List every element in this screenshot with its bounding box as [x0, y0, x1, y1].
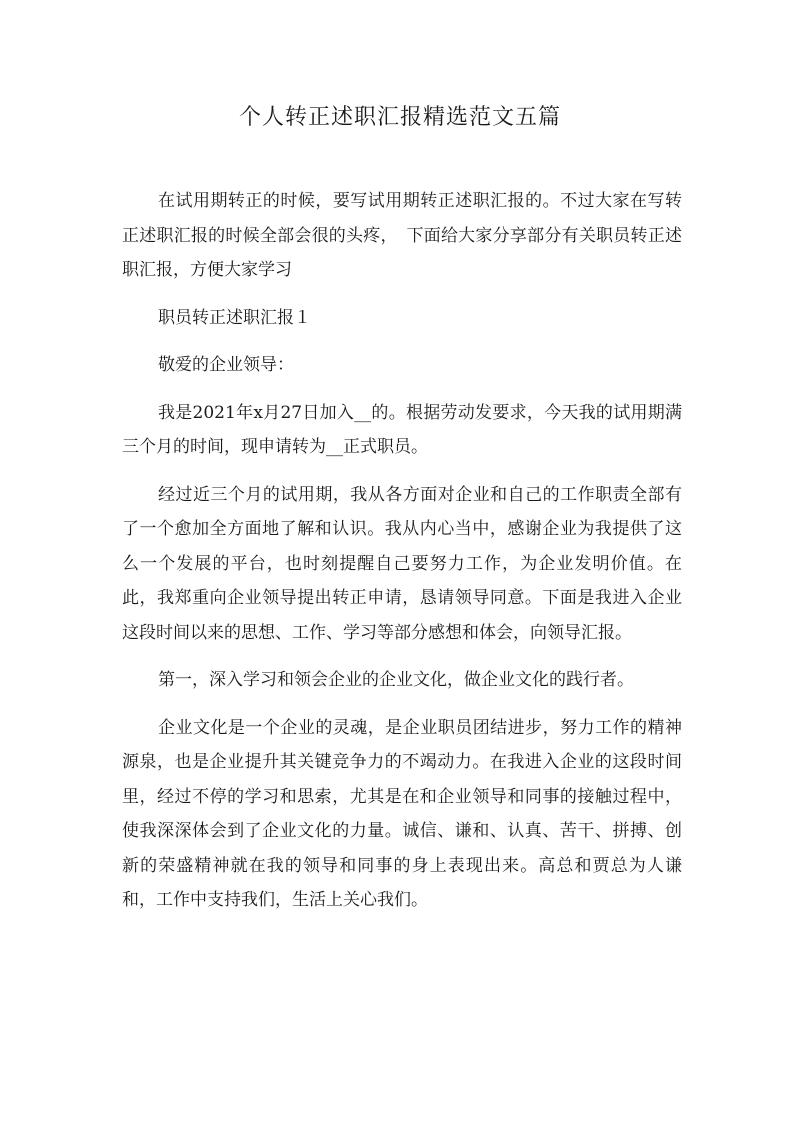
salutation: 敬爱的企业领导：	[158, 355, 294, 375]
body-paragraph: 企业文化是一个企业的灵魂，是企业职员团结进步，努力工作的精神源泉，也是企业提升其关键竞争力的不竭动力。在我进入企业的这段时间里，经过不停的学习和思索，尤其是在和企业领导和同事的接触过程中，使我深深体会到了企业文化的力量。诚信、谦和、认真、苦干、拼搏、创新的荣盛精神就在我的领导和同事的身上表现出来。高总和贾总为人谦和，工作中支持我们，生活上关心我们。	[122, 717, 682, 910]
section-heading: 职员转正述职汇报１	[158, 307, 311, 328]
document-body	[122, 184, 682, 931]
point-heading: 第一，深入学习和领会企业的企业文化，做企业文化的践行者。	[158, 670, 634, 690]
document-title: 个人转正述职汇报精选范文五篇	[238, 105, 561, 130]
body-paragraph: 我是2021年x月27日加入__的。根据劳动发要求，今天我的试用期满三个月的时间，现申请转为__正式职员。	[122, 402, 682, 457]
body-paragraph: 经过近三个月的试用期，我从各方面对企业和自己的工作职责全部有了一个愈加全方面地了解和认识。我从内心当中，感谢企业为我提供了这么一个发展的平台，也时刻提醒自己要努力工作，为企业发明价值。在此，我郑重向企业领导提出转正申请，恳请领导同意。下面是我进入企业这段时间以来的思想、工作、学习等部分感想和体会，向领导汇报。	[122, 484, 682, 643]
intro-paragraph: 在试用期转正的时候，要写试用期转正述职汇报的。不过大家在写转正述职汇报的时候全部会很的头疼， 下面给大家分享部分有关职员转正述职汇报，方便大家学习	[122, 191, 682, 280]
